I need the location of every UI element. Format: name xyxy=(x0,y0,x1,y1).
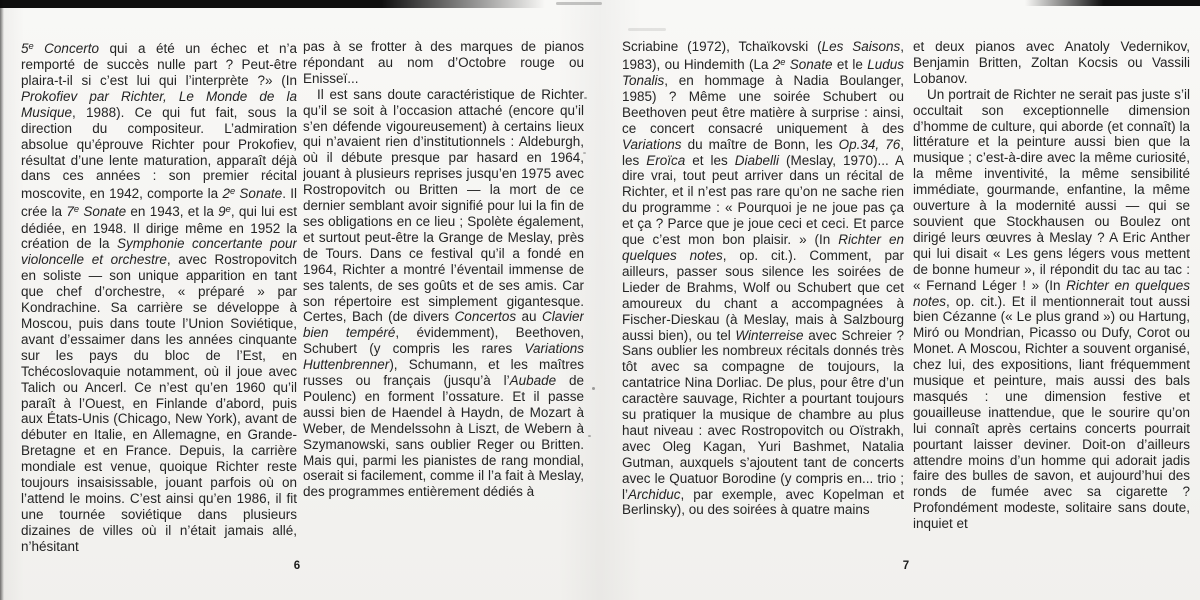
text-column-4 xyxy=(913,39,1190,567)
text-run: et deux pianos avec Anatoly Vedernikov, Benjamin Britten, Zoltan Kocsis ou Vassili Lobanov. xyxy=(913,39,1190,86)
text-run: , op. cit.). Comment, par ailleurs, passer sous silence les soirées de Lieder de Brahms, Wolf ou Schubert que cet amoureux du chant a accompagnées à Fischer-Dieskau (à Meslay, mais à Salzbourg aussi bien), ou tel xyxy=(622,247,904,343)
text-run: , 1988). Ce qui fut fait, sous la direction du compositeur. L’admiration absolue qu’éprouve Richter pour Prokofiev, résultat d’une lente maturation, apparaît déjà dans ces années : son premier récital moscovite, en 1942, comporte la xyxy=(21,104,297,202)
text-run: de Poulenc) en forment l’ossature. Et il passe aussi bien de Haendel à Haydn, de Mozart à Weber, de Mendelssohn à Liszt, de Webern à Szymanowski, sans oublier Reger ou Britten. Mais qui, parmi les pianistes de rang mondial, oserait si facilement, comme il l’a fait à Meslay, des programmes entièrement dédiés à xyxy=(303,373,584,500)
text-run: (Meslay, 1970)... A dire vrai, tout peut arriver dans un récital de Richter, et il n’est pas rare qu’on ne sache rien du programme : « Pourquoi je ne joue pas ça et ça ? Parce que je joue ceci et ceci. Et parce que c’est mon bon plaisir. » (In xyxy=(622,152,904,248)
italic-text-run: Symphonie concertante pour violoncelle et orchestre xyxy=(21,236,297,268)
italic-text-run: Sonate xyxy=(785,57,833,73)
italic-text-run: Concerto xyxy=(33,41,99,57)
scan-edge-top-left xyxy=(0,0,545,8)
italic-text-run: e xyxy=(780,56,786,67)
text-run: du maître de Bonn, les xyxy=(681,136,839,152)
paragraph xyxy=(303,39,584,87)
italic-text-run: Les Saisons xyxy=(821,39,901,54)
page-number-left: 6 xyxy=(293,560,301,572)
italic-text-run: 2 xyxy=(222,186,230,202)
text-column-1 xyxy=(21,39,297,567)
page-number-right: 7 xyxy=(902,560,910,572)
text-run: au xyxy=(516,309,542,325)
scan-smudge xyxy=(556,2,602,5)
text-run: en 1943, et la xyxy=(126,204,219,220)
italic-text-run: 9 xyxy=(218,204,226,220)
scan-speck xyxy=(584,97,587,99)
text-run: , qui lui est dédiée, en 1948. Il dirige même en 1952 la création de la xyxy=(21,204,297,252)
text-run: Il est sans doute caractéristique de Richter qu’il se soit à l’occasion attaché (encore qu’il s’en défende vigoureusement) à certains lieux qui n’avaient rien d’institutionnels : Aldeburgh, où il débute presque par hasard en 1964, jouant à plusieurs reprises jusqu’en 1975 avec Rostropovitch ou Britten — la mort de ce dernier semblant avoir signifié pour lui la fin de ses obligations en ce lieu ; Spolète également, et surtout peut-être la Grange de Meslay, près de Tours. Dans ce festival qu’il a fondé en 1964, Richter a montré l’éventail immense de ses talents, de ses goûts et de ses amis. Car son répertoire est simplement gigantesque. Certes, Bach (de divers xyxy=(303,86,584,325)
italic-text-run: Richter en quelques notes xyxy=(913,277,1190,309)
italic-text-run: Eroïca xyxy=(646,152,686,168)
italic-text-run: Sonate xyxy=(79,204,127,220)
text-run: Un portrait de Richter ne serait pas juste s’il occultait son exceptionnelle dimension d’homme de culture, qui aborde (et connaît) la littérature et la peinture aussi bien que la musique ; c’est-à-dire avec la même curiosité, la même inventivité, la même sensibilité immédiate, gourmande, enfantine, la même ouverture à la modernité aussi — qui se souvient que Stockhausen ou Boulez ont dirigé leurs œuvres à Meslay ? A Eric Anther qui lui disait « Les gens légers vous mettent de bonne humeur », il répondit du tac au tac : « Fernand Léger ! » (In xyxy=(913,86,1190,293)
text-run: pas à se frotter à des marques de pianos répondant au nom d’Octobre rouge ou Enisseï... xyxy=(303,39,584,86)
text-run: , op. cit.). Et il mentionnerait tout aussi bien Cézanne (« Le plus grand ») ou Hartung, Miró ou Mondrian, Picasso ou Dufy, Corot ou Monet. A Moscou, Richter a souvent organisé, chez lui, des expositions, liant fréquemment musique et peinture, mais aussi des bals masqués : une dimension festive et gouailleuse inattendue, que le sourire qu’on lui connaît après certains concerts pourrait pourtant laisser deviner. Doit-on d’ailleurs attendre moins d’un homme qui adorait jadis faire des bulles de savon, et aujourd’hui des ronds de fumée avec sa cigarette ? Profondément modeste, solitaire sans doute, inquiet et xyxy=(913,293,1190,532)
text-run: Scriabine (1972), Tchaïkovski ( xyxy=(622,39,822,54)
text-run: . Il crée la xyxy=(21,186,297,220)
text-run: , les xyxy=(622,136,904,168)
italic-text-run: Op.34, 76 xyxy=(838,136,901,152)
italic-text-run: Ludus Tonalis xyxy=(622,57,904,88)
italic-text-run: Archiduc xyxy=(628,486,681,502)
italic-text-run: 5 xyxy=(21,41,29,57)
italic-text-run: e xyxy=(28,41,34,51)
italic-text-run: Richter en quelques notes xyxy=(622,232,904,263)
text-run: , avec Rostropovitch en soliste — son unique apparition en tant que chef d’orchestre, « préparé » par Kondrachine. Sa carrière se développe à Moscou, puis dans toute l’Union Soviétique, avant d’essaimer dans les années cinquante sur les pays du bloc de l’Est, en Tchécoslovaquie notamment, où il joue avec Talich ou Ancerl. Ce n’est qu’en 1960 qu’il paraît à l’Ouest, en Finlande d’abord, puis aux États-Unis (Chicago, New York), avant de débuter en Italie, en Allemagne, en Grande-Bretagne et en France. Depuis, la carrière mondiale est venue, quoique Richter reste toujours insaisissable, jouant parfois où on l’attend le moins. C’est ainsi qu’en 1986, il fit une tournée soviétique dans plusieurs dizaines de villes où il n’était jamais allé, n’hésitant xyxy=(21,252,297,554)
italic-text-run: Prokofiev par Richter, Le Monde de la Musique xyxy=(21,88,297,120)
scan-smudge xyxy=(628,28,666,31)
text-run: , 1983), ou Hindemith (La xyxy=(622,39,904,73)
text-run: ), Schumann, et les maîtres russes ou français (jusqu’à l’ xyxy=(303,357,584,389)
text-run: , par exemple, avec Kopelman et Berlinsky), ou des soirées à quatre mains xyxy=(622,486,904,518)
italic-text-run: e xyxy=(229,186,236,197)
text-run: et le xyxy=(832,57,868,73)
text-run: qui a été un échec et n’a remporté de succès nulle part ? Peut-être plaira-t-il si c’est lui qui l’interprète ?» (In xyxy=(21,41,297,88)
scan-edge-left xyxy=(0,0,4,600)
italic-text-run: Aubade xyxy=(509,373,557,389)
text-column-2 xyxy=(303,39,584,567)
italic-text-run: Variations xyxy=(622,136,682,152)
text-run: , en hommage à Nadia Boulanger, 1985) ? Même une soirée Schubert ou Beethoven peut être matière à surprise : ainsi, ce concert consacré uniquement à des xyxy=(622,73,904,136)
paragraph xyxy=(622,39,904,518)
text-run: , évidemment), Beethoven, Schubert (y compris les rares xyxy=(303,325,584,357)
italic-text-run: Clavier bien tempéré xyxy=(303,309,584,341)
italic-text-run: e xyxy=(225,204,231,215)
text-column-3 xyxy=(622,39,904,567)
italic-text-run: Diabelli xyxy=(734,152,779,168)
text-run: et les xyxy=(685,152,735,168)
scan-speck xyxy=(592,387,595,390)
italic-text-run: Concertos xyxy=(454,309,517,325)
italic-text-run: e xyxy=(73,204,80,215)
italic-text-run: 2 xyxy=(772,57,781,73)
scan-speck xyxy=(588,435,591,437)
italic-text-run: Variations Huttenbrenner xyxy=(303,341,584,373)
paragraph xyxy=(21,39,297,555)
text-run: avec Schreier ? Sans oublier les nombreux récitals donnés très tôt avec sa compagne de toujours, la cantatrice Nina Dorliac. De plus, pour être d’un caractère sauvage, Richter a pourtant toujours su pratiquer la musique de chambre au plus haut niveau : avec Rostropovitch ou Oïstrakh, avec Oleg Kagan, Yuri Bashmet, Natalia Gutman, auxquels s’ajoutent tant de concerts avec le Quatuor Borodine (y compris en... trio ; l’ xyxy=(622,327,904,502)
paragraph xyxy=(913,39,1190,87)
italic-text-run: Sonate xyxy=(235,186,283,202)
paragraph xyxy=(303,87,584,501)
scan-edge-top-right xyxy=(1025,0,1200,6)
paragraph xyxy=(913,87,1190,532)
italic-text-run: 7 xyxy=(66,204,74,220)
italic-text-run: Winterreise xyxy=(735,327,804,343)
